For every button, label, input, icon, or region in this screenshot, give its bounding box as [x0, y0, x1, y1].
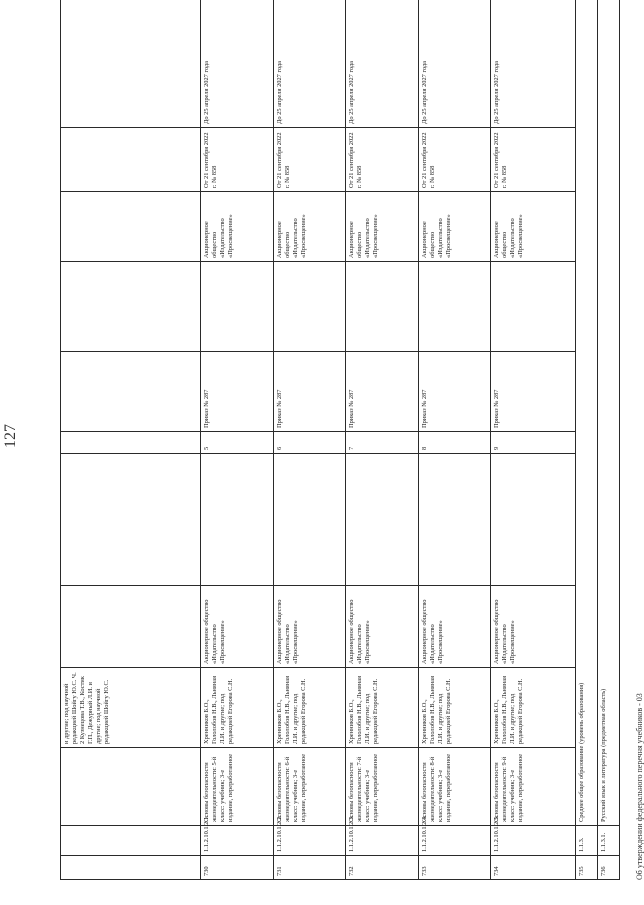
table-row-section: [597, 0, 619, 880]
cell-code: 1.1.3.1.: [597, 826, 619, 856]
cell-empty: [346, 454, 419, 586]
cell-title: Основы безопасности жизнедеятельности: 5-й класс: учебник; 3-е издание, переработанное: [201, 748, 274, 826]
cell-row-number: 735: [575, 856, 597, 880]
cell-publisher: Акционерное общество «Издательство «Просвещение»: [201, 586, 274, 668]
cell-empty: [273, 454, 346, 586]
cell-authors: Хренников Б.О., Гололобов Н.В., Льняная Л.И. и другие; под редакцией Егорова С.Н.: [201, 668, 274, 748]
cell-order-number: 9: [491, 432, 575, 454]
table-row: [418, 0, 491, 880]
cell-publisher: Акционерное общество «Издательство «Просвещение»: [491, 586, 575, 668]
table-row: [491, 0, 575, 880]
table-row-section: [575, 0, 597, 880]
cell-order: Приказ № 287: [491, 352, 575, 432]
cell-empty: [418, 262, 491, 352]
page-number: 127: [2, 424, 19, 448]
cell-empty: [346, 262, 419, 352]
cell-until: До 25 апреля 2027 года: [201, 0, 274, 128]
cell-empty: [61, 454, 201, 586]
cell-title: Основы безопасности жизнедеятельности: 9-й класс: учебник; 3-е издание, переработанное: [491, 748, 575, 826]
cell-order: Приказ № 287: [418, 352, 491, 432]
cell-order-number: 5: [201, 432, 274, 454]
textbook-table: [60, 0, 620, 880]
cell-order: Приказ № 287: [346, 352, 419, 432]
cell-empty: [61, 586, 201, 668]
cell-empty: [273, 262, 346, 352]
table-row-continuation: [61, 0, 201, 880]
cell-row-number: 731: [273, 856, 346, 880]
cell-authors: Хренников Б.О., Гололобов Н.В., Льняная Л.И. и другие; под редакцией Егорова С.Н.: [346, 668, 419, 748]
cell-empty: [61, 856, 201, 880]
cell-row-number: 734: [491, 856, 575, 880]
cell-empty: [201, 262, 274, 352]
cell-empty: [61, 352, 201, 432]
cell-section-title: Среднее общее образование (уровень образования): [575, 0, 597, 826]
cell-until: До 25 апреля 2027 года: [273, 0, 346, 128]
cell-title: Основы безопасности жизнедеятельности: 8-й класс: учебник; 3-е издание, переработанное: [418, 748, 491, 826]
cell-order: Приказ № 287: [201, 352, 274, 432]
cell-code: 1.1.2.10.1.2.5.: [491, 826, 575, 856]
cell-empty: [61, 128, 201, 192]
cell-authors: Хренников Б.О., Гололобов Н.В., Льняная Л.И. и другие; под редакцией Егорова С.Н.: [491, 668, 575, 748]
cell-empty: [61, 432, 201, 454]
rotated-page: [2, 0, 644, 880]
cell-date: От 21 сентября 2022 г. № 858: [418, 128, 491, 192]
cell-order-number: 8: [418, 432, 491, 454]
cell-publisher: Акционерное общество «Издательство «Просвещение»: [418, 586, 491, 668]
cell-order-number: 6: [273, 432, 346, 454]
cell-code: 1.1.2.10.1.2.1.: [201, 826, 274, 856]
cell-row-number: 730: [201, 856, 274, 880]
cell-organization: Акционерное общество «Издательство «Просвещение»: [273, 192, 346, 262]
cell-empty: [61, 826, 201, 856]
cell-empty: [61, 0, 201, 128]
cell-empty: [61, 748, 201, 826]
cell-organization: Акционерное общество «Издательство «Просвещение»: [201, 192, 274, 262]
cell-continuation-authors: и другие; под научной редакцией Шойгу Ю.С. Ч. 2 Кузнецова Т.В., Костик Г.П., Дежурный Л.И. и другие; под научной редакцией Шойгу Ю.С.: [61, 668, 201, 748]
cell-organization: Акционерное общество «Издательство «Просвещение»: [418, 192, 491, 262]
cell-empty: [418, 454, 491, 586]
cell-order: Приказ № 287: [273, 352, 346, 432]
cell-code: 1.1.2.10.1.2.4.: [418, 826, 491, 856]
cell-authors: Хренников Б.О., Гололобов Н.В., Льняная Л.И. и другие; под редакцией Егорова С.Н.: [273, 668, 346, 748]
cell-organization: Акционерное общество «Издательство «Просвещение»: [346, 192, 419, 262]
cell-title: Основы безопасности жизнедеятельности: 7-й класс: учебник; 3-е издание, переработанное: [346, 748, 419, 826]
cell-date: От 21 сентября 2022 г. № 858: [491, 128, 575, 192]
cell-until: До 25 апреля 2027 года: [346, 0, 419, 128]
cell-empty: [491, 262, 575, 352]
cell-date: От 21 сентября 2022 г. № 858: [346, 128, 419, 192]
cell-until: До 25 апреля 2027 года: [418, 0, 491, 128]
table-row: [346, 0, 419, 880]
cell-section-title: Русский язык и литература (предметная область): [597, 0, 619, 826]
cell-authors: Хренников Б.О., Гололобов Н.В., Льняная Л.И. и другие; под редакцией Егорова С.Н.: [418, 668, 491, 748]
cell-empty: [61, 192, 201, 262]
cell-row-number: 733: [418, 856, 491, 880]
cell-row-number: 732: [346, 856, 419, 880]
cell-publisher: Акционерное общество «Издательство «Просвещение»: [273, 586, 346, 668]
document-footer: Об утверждении федерального перечня учебников - 03: [635, 693, 644, 880]
cell-order-number: 7: [346, 432, 419, 454]
cell-empty: [201, 454, 274, 586]
cell-code: 1.1.2.10.1.2.3.: [346, 826, 419, 856]
cell-title: Основы безопасности жизнедеятельности: 6-й класс: учебник; 3-е издание, переработанное: [273, 748, 346, 826]
cell-empty: [491, 454, 575, 586]
cell-empty: [61, 262, 201, 352]
cell-code: 1.1.3.: [575, 826, 597, 856]
cell-publisher: Акционерное общество «Издательство «Просвещение»: [346, 586, 419, 668]
cell-until: До 25 апреля 2027 года: [491, 0, 575, 128]
cell-row-number: 736: [597, 856, 619, 880]
table-row: [273, 0, 346, 880]
cell-organization: Акционерное общество «Издательство «Просвещение»: [491, 192, 575, 262]
table-row: [201, 0, 274, 880]
cell-code: 1.1.2.10.1.2.2.: [273, 826, 346, 856]
cell-date: От 21 сентября 2022 г. № 858: [273, 128, 346, 192]
cell-date: От 21 сентября 2022 г. № 858: [201, 128, 274, 192]
